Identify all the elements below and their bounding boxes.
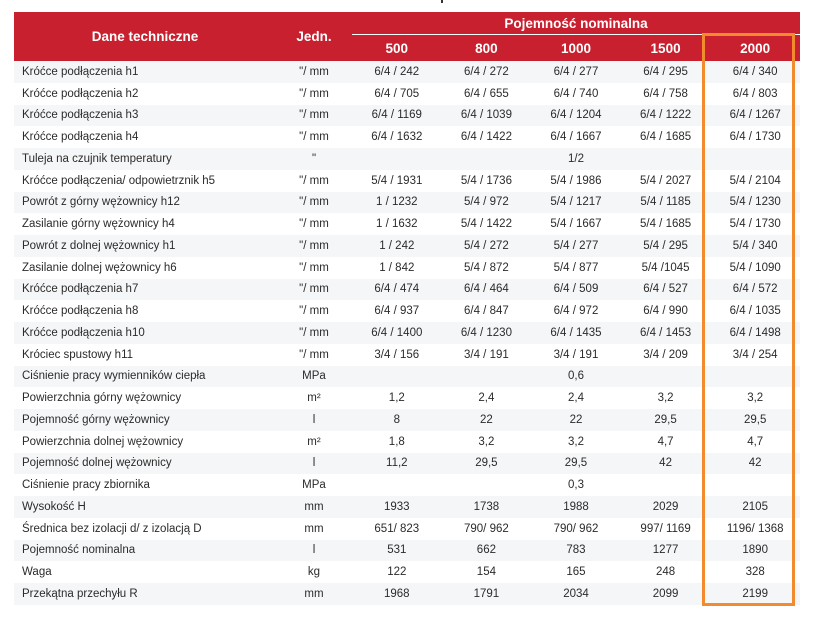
value-cell: 1,2 xyxy=(352,387,442,409)
row-unit: kg xyxy=(276,561,352,583)
value-cell: 531 xyxy=(352,540,442,562)
row-label: Powrót z górny wężownicy h12 xyxy=(14,192,276,214)
value-cell: 6/4 / 340 xyxy=(710,61,800,83)
header-capacity-2000: 2000 xyxy=(710,35,800,62)
value-cell: 1738 xyxy=(442,496,532,518)
row-label: Wysokość H xyxy=(14,496,276,518)
value-cell: 1 / 1632 xyxy=(352,213,442,235)
value-cell: 3/4 / 191 xyxy=(531,344,621,366)
header-unit: Jedn. xyxy=(276,12,352,61)
table-row xyxy=(14,126,800,148)
row-unit: l xyxy=(276,409,352,431)
value-cell: 1196/ 1368 xyxy=(710,518,800,540)
value-cell: 6/4 / 1169 xyxy=(352,105,442,127)
row-unit: m² xyxy=(276,431,352,453)
merged-value-cell: 0,3 xyxy=(531,474,621,496)
header-capacity-1500: 1500 xyxy=(621,35,711,62)
row-label: Tuleja na czujnik temperatury xyxy=(14,148,276,170)
row-label: Powierzchnia dolnej wężownicy xyxy=(14,431,276,453)
value-cell: 6/4 / 1632 xyxy=(352,126,442,148)
value-cell: 1890 xyxy=(710,540,800,562)
merged-value-cell xyxy=(352,148,442,170)
value-cell: 5/4 / 1667 xyxy=(531,213,621,235)
value-cell: 6/4 / 740 xyxy=(531,83,621,105)
merged-value-cell: 1/2 xyxy=(531,148,621,170)
row-label: Powrót z dolnej wężownicy h1 xyxy=(14,235,276,257)
value-cell: 3/4 / 156 xyxy=(352,344,442,366)
value-cell: 2099 xyxy=(621,583,711,605)
value-cell: 5/4 / 1685 xyxy=(621,213,711,235)
merged-value-cell xyxy=(710,148,800,170)
value-cell: 1 / 842 xyxy=(352,257,442,279)
table-row xyxy=(14,83,800,105)
value-cell: 1933 xyxy=(352,496,442,518)
value-cell: 5/4 / 1422 xyxy=(442,213,532,235)
value-cell: 790/ 962 xyxy=(442,518,532,540)
header-technical-data: Dane techniczne xyxy=(14,12,276,61)
row-unit: " xyxy=(276,148,352,170)
value-cell: 122 xyxy=(352,561,442,583)
row-label: Przekątna przechyłu R xyxy=(14,583,276,605)
value-cell: 2105 xyxy=(710,496,800,518)
table-row xyxy=(14,518,800,540)
value-cell: 6/4 / 1685 xyxy=(621,126,711,148)
value-cell: 5/4 /1045 xyxy=(621,257,711,279)
merged-value-cell xyxy=(621,474,711,496)
value-cell: 6/4 / 1435 xyxy=(531,322,621,344)
value-cell: 3/4 / 209 xyxy=(621,344,711,366)
table-body xyxy=(14,61,800,605)
value-cell: 5/4 / 295 xyxy=(621,235,711,257)
row-label: Pojemność górny wężownicy xyxy=(14,409,276,431)
value-cell: 1 / 242 xyxy=(352,235,442,257)
value-cell: 6/4 / 1730 xyxy=(710,126,800,148)
header-capacity-1000: 1000 xyxy=(531,35,621,62)
table-row xyxy=(14,170,800,192)
value-cell: 29,5 xyxy=(710,409,800,431)
value-cell: 42 xyxy=(621,453,711,475)
row-label: Króćce podłączenia h4 xyxy=(14,126,276,148)
value-cell: 6/4 / 527 xyxy=(621,279,711,301)
row-unit: "/ mm xyxy=(276,170,352,192)
value-cell: 5/4 / 2104 xyxy=(710,170,800,192)
row-unit: "/ mm xyxy=(276,322,352,344)
value-cell: 154 xyxy=(442,561,532,583)
table-row xyxy=(14,540,800,562)
value-cell: 6/4 / 758 xyxy=(621,83,711,105)
value-cell: 5/4 / 340 xyxy=(710,235,800,257)
value-cell: 5/4 / 272 xyxy=(442,235,532,257)
value-cell: 6/4 / 1453 xyxy=(621,322,711,344)
row-unit: mm xyxy=(276,518,352,540)
row-unit: "/ mm xyxy=(276,192,352,214)
value-cell: 6/4 / 572 xyxy=(710,279,800,301)
header-capacity-800: 800 xyxy=(442,35,532,62)
value-cell: 6/4 / 1267 xyxy=(710,105,800,127)
value-cell: 6/4 / 1035 xyxy=(710,300,800,322)
row-unit: "/ mm xyxy=(276,279,352,301)
value-cell: 1,8 xyxy=(352,431,442,453)
row-unit: l xyxy=(276,540,352,562)
merged-value-cell: 0,6 xyxy=(531,366,621,388)
row-label: Zasilanie górny wężownicy h4 xyxy=(14,213,276,235)
row-label: Średnica bez izolacji d/ z izolacją D xyxy=(14,518,276,540)
value-cell: 6/4 / 1039 xyxy=(442,105,532,127)
value-cell: 29,5 xyxy=(621,409,711,431)
merged-value-cell xyxy=(442,366,532,388)
merged-value-cell xyxy=(621,366,711,388)
value-cell: 3/4 / 191 xyxy=(442,344,532,366)
value-cell: 3,2 xyxy=(621,387,711,409)
table-row xyxy=(14,431,800,453)
row-label: Powierzchnia górny wężownicy xyxy=(14,387,276,409)
row-label: Króćce podłączenia h10 xyxy=(14,322,276,344)
row-label: Pojemność nominalna xyxy=(14,540,276,562)
row-label: Pojemność dolnej wężownicy xyxy=(14,453,276,475)
value-cell: 5/4 / 1931 xyxy=(352,170,442,192)
table-header xyxy=(14,12,800,61)
value-cell: 1791 xyxy=(442,583,532,605)
row-label: Króćce podłączenia h3 xyxy=(14,105,276,127)
table-row xyxy=(14,583,800,605)
value-cell: 5/4 / 277 xyxy=(531,235,621,257)
value-cell: 6/4 / 1230 xyxy=(442,322,532,344)
row-label: Ciśnienie pracy wymienników ciepła xyxy=(14,366,276,388)
row-label: Zasilanie dolnej wężownicy h6 xyxy=(14,257,276,279)
value-cell: 6/4 / 1204 xyxy=(531,105,621,127)
value-cell: 3,2 xyxy=(710,387,800,409)
table-row xyxy=(14,279,800,301)
table-row xyxy=(14,496,800,518)
header-capacity-500: 500 xyxy=(352,35,442,62)
value-cell: 1277 xyxy=(621,540,711,562)
merged-value-cell xyxy=(352,474,442,496)
value-cell: 5/4 / 2027 xyxy=(621,170,711,192)
value-cell: 6/4 / 705 xyxy=(352,83,442,105)
table-row xyxy=(14,213,800,235)
value-cell: 6/4 / 464 xyxy=(442,279,532,301)
row-unit: "/ mm xyxy=(276,105,352,127)
merged-value-cell xyxy=(710,366,800,388)
value-cell: 3,2 xyxy=(531,431,621,453)
value-cell: 42 xyxy=(710,453,800,475)
table-row xyxy=(14,322,800,344)
header-nominal-capacity: Pojemność nominalna xyxy=(352,12,800,35)
row-label: Króciec spustowy h11 xyxy=(14,344,276,366)
value-cell: 22 xyxy=(442,409,532,431)
row-unit: "/ mm xyxy=(276,235,352,257)
row-unit: "/ mm xyxy=(276,126,352,148)
value-cell: 6/4 / 1400 xyxy=(352,322,442,344)
table-row xyxy=(14,235,800,257)
merged-value-cell xyxy=(442,474,532,496)
value-cell: 6/4 / 655 xyxy=(442,83,532,105)
row-label: Króćce podłączenia h8 xyxy=(14,300,276,322)
row-unit: "/ mm xyxy=(276,344,352,366)
row-label: Króćce podłączenia/ odpowietrznik h5 xyxy=(14,170,276,192)
value-cell: 6/4 / 937 xyxy=(352,300,442,322)
value-cell: 5/4 / 1986 xyxy=(531,170,621,192)
technical-data-table-wrapper xyxy=(14,12,800,605)
value-cell: 2,4 xyxy=(442,387,532,409)
row-label: Króćce podłączenia h7 xyxy=(14,279,276,301)
value-cell: 5/4 / 872 xyxy=(442,257,532,279)
value-cell: 3/4 / 254 xyxy=(710,344,800,366)
value-cell: 6/4 / 242 xyxy=(352,61,442,83)
value-cell: 6/4 / 272 xyxy=(442,61,532,83)
table-row xyxy=(14,344,800,366)
value-cell: 2,4 xyxy=(531,387,621,409)
row-label: Waga xyxy=(14,561,276,583)
value-cell: 5/4 / 1090 xyxy=(710,257,800,279)
value-cell: 6/4 / 1422 xyxy=(442,126,532,148)
value-cell: 6/4 / 847 xyxy=(442,300,532,322)
merged-value-cell xyxy=(710,474,800,496)
value-cell: 5/4 / 972 xyxy=(442,192,532,214)
row-unit: "/ mm xyxy=(276,61,352,83)
row-unit: MPa xyxy=(276,366,352,388)
row-unit: mm xyxy=(276,583,352,605)
value-cell: 6/4 / 1667 xyxy=(531,126,621,148)
value-cell: 6/4 / 972 xyxy=(531,300,621,322)
value-cell: 165 xyxy=(531,561,621,583)
row-unit: "/ mm xyxy=(276,300,352,322)
row-unit: MPa xyxy=(276,474,352,496)
row-label: Króćce podłączenia h1 xyxy=(14,61,276,83)
table-row xyxy=(14,257,800,279)
stray-mark xyxy=(441,0,443,3)
value-cell: 29,5 xyxy=(531,453,621,475)
merged-value-cell xyxy=(352,366,442,388)
value-cell: 662 xyxy=(442,540,532,562)
table-row xyxy=(14,409,800,431)
table-row xyxy=(14,105,800,127)
value-cell: 5/4 / 1730 xyxy=(710,213,800,235)
value-cell: 5/4 / 1230 xyxy=(710,192,800,214)
table-row xyxy=(14,474,800,496)
value-cell: 651/ 823 xyxy=(352,518,442,540)
value-cell: 6/4 / 474 xyxy=(352,279,442,301)
value-cell: 1988 xyxy=(531,496,621,518)
table-row xyxy=(14,192,800,214)
value-cell: 6/4 / 509 xyxy=(531,279,621,301)
merged-value-cell xyxy=(621,148,711,170)
row-unit: "/ mm xyxy=(276,257,352,279)
value-cell: 5/4 / 1185 xyxy=(621,192,711,214)
value-cell: 29,5 xyxy=(442,453,532,475)
table-row xyxy=(14,453,800,475)
value-cell: 783 xyxy=(531,540,621,562)
value-cell: 6/4 / 990 xyxy=(621,300,711,322)
table-row xyxy=(14,300,800,322)
value-cell: 5/4 / 1736 xyxy=(442,170,532,192)
row-unit: "/ mm xyxy=(276,83,352,105)
value-cell: 6/4 / 803 xyxy=(710,83,800,105)
value-cell: 5/4 / 1217 xyxy=(531,192,621,214)
table-row xyxy=(14,366,800,388)
value-cell: 6/4 / 1222 xyxy=(621,105,711,127)
value-cell: 997/ 1169 xyxy=(621,518,711,540)
value-cell: 4,7 xyxy=(621,431,711,453)
value-cell: 4,7 xyxy=(710,431,800,453)
value-cell: 22 xyxy=(531,409,621,431)
table-row xyxy=(14,61,800,83)
table-row xyxy=(14,148,800,170)
row-label: Ciśnienie pracy zbiornika xyxy=(14,474,276,496)
row-unit: "/ mm xyxy=(276,213,352,235)
row-unit: l xyxy=(276,453,352,475)
row-label: Króćce podłączenia h2 xyxy=(14,83,276,105)
value-cell: 6/4 / 1498 xyxy=(710,322,800,344)
row-unit: mm xyxy=(276,496,352,518)
value-cell: 1 / 1232 xyxy=(352,192,442,214)
value-cell: 6/4 / 295 xyxy=(621,61,711,83)
table-row xyxy=(14,561,800,583)
value-cell: 5/4 / 877 xyxy=(531,257,621,279)
value-cell: 6/4 / 277 xyxy=(531,61,621,83)
value-cell: 3,2 xyxy=(442,431,532,453)
value-cell: 2034 xyxy=(531,583,621,605)
value-cell: 8 xyxy=(352,409,442,431)
row-unit: m² xyxy=(276,387,352,409)
value-cell: 2199 xyxy=(710,583,800,605)
value-cell: 1968 xyxy=(352,583,442,605)
value-cell: 11,2 xyxy=(352,453,442,475)
technical-data-table xyxy=(14,12,800,605)
merged-value-cell xyxy=(442,148,532,170)
table-row xyxy=(14,387,800,409)
value-cell: 2029 xyxy=(621,496,711,518)
value-cell: 328 xyxy=(710,561,800,583)
value-cell: 248 xyxy=(621,561,711,583)
value-cell: 790/ 962 xyxy=(531,518,621,540)
